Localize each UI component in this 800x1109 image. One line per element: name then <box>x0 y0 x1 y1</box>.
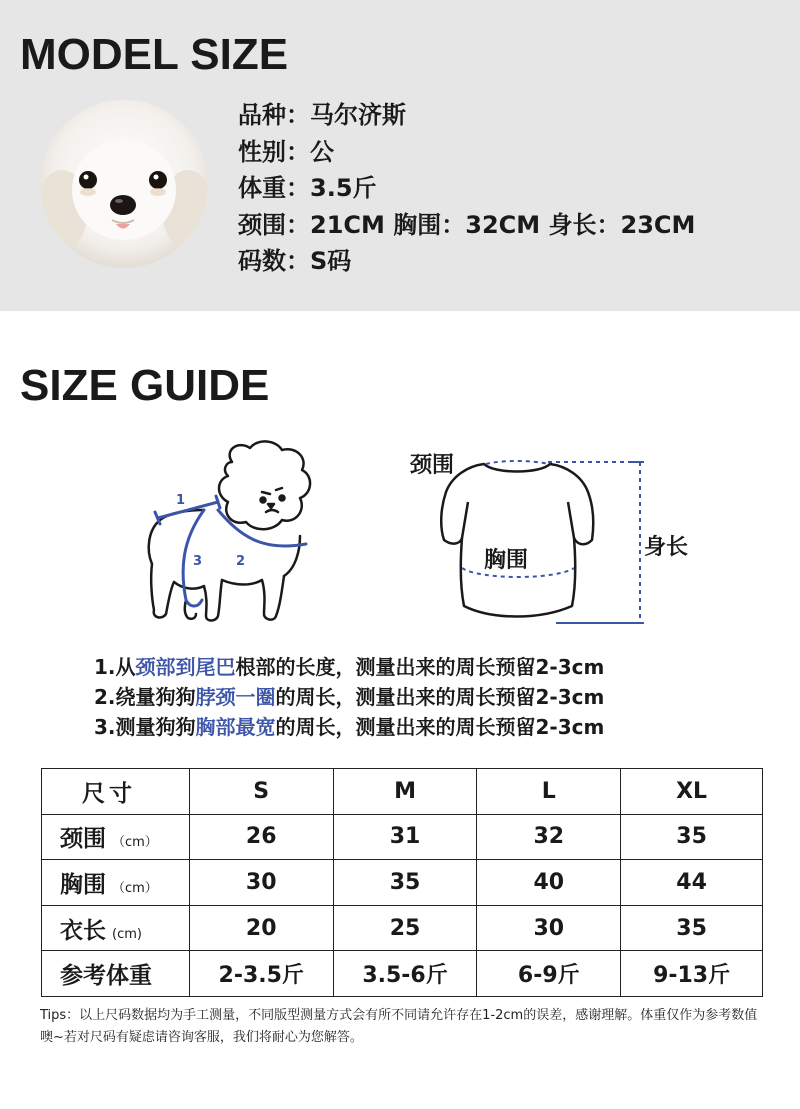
shirt-neck-label: 颈围 <box>410 453 455 478</box>
measurement-notes <box>94 652 604 742</box>
table-header-cell: XL <box>621 769 763 815</box>
table-cell: 2-3.5斤 <box>189 951 333 997</box>
model-info <box>238 97 695 280</box>
maltese-dog-icon <box>40 100 208 268</box>
table-cell: 9-13斤 <box>621 951 763 997</box>
table-cell: 40 <box>477 860 621 906</box>
row-label: 颈围 （cm） <box>42 814 190 860</box>
table-row <box>42 905 763 951</box>
measurement-illustrations <box>0 440 800 640</box>
table-row <box>42 860 763 906</box>
dog-label-2: 2 <box>236 554 246 569</box>
note-3: 3.测量狗狗胸部最宽的周长，测量出来的周长预留2-3cm <box>94 715 605 739</box>
table-cell: 32 <box>477 814 621 860</box>
tshirt-icon <box>441 464 593 617</box>
shirt-chest-label: 胸围 <box>484 548 529 573</box>
model-gender: 性别：公 <box>238 137 334 166</box>
table-header-cell: 尺寸 <box>42 769 190 815</box>
model-measurements: 颈围：21CM 胸围：32CM 身长：23CM <box>238 210 696 239</box>
table-header-cell: M <box>333 769 477 815</box>
size-guide-heading: SIZE GUIDE <box>20 361 270 410</box>
table-cell: 6-9斤 <box>477 951 621 997</box>
measure-line-1 <box>158 502 218 518</box>
table-row <box>42 814 763 860</box>
shirt-length-label: 身长 <box>644 535 689 560</box>
table-cell: 25 <box>333 905 477 951</box>
tips-text: Tips：以上尺码数据均为手工测量，不同版型测量方式会有所不同请允许存在1-2cm的误差，感谢理解。体重仅作为参考数值噢~若对尺码有疑虑请咨询客服，我们将耐心为您解答。 <box>40 1008 758 1045</box>
table-cell: 35 <box>621 814 763 860</box>
note-1: 1.从颈部到尾巴根部的长度，测量出来的周长预留2-3cm <box>94 655 605 679</box>
table-header-row <box>42 769 763 815</box>
table-cell: 35 <box>333 860 477 906</box>
table-cell: 20 <box>189 905 333 951</box>
table-row <box>42 951 763 997</box>
table-cell: 30 <box>189 860 333 906</box>
table-cell: 31 <box>333 814 477 860</box>
model-size-section <box>0 0 800 311</box>
row-label: 衣长 (cm) <box>42 905 190 951</box>
table-cell: 30 <box>477 905 621 951</box>
row-label: 参考体重 <box>42 951 190 997</box>
table-header-cell: S <box>189 769 333 815</box>
table-cell: 3.5-6斤 <box>333 951 477 997</box>
measure-diagram-icon <box>0 440 800 640</box>
table-cell: 26 <box>189 814 333 860</box>
model-breed: 品种：马尔济斯 <box>238 101 406 129</box>
note-2: 2.绕量狗狗脖颈一圈的周长，测量出来的周长预留2-3cm <box>94 685 605 709</box>
row-label: 胸围 （cm） <box>42 860 190 906</box>
model-size-heading: MODEL SIZE <box>20 30 289 79</box>
size-table <box>41 768 763 997</box>
table-header-cell: L <box>477 769 621 815</box>
model-size: 码数：S码 <box>238 247 352 275</box>
neck-dash <box>486 461 548 464</box>
dog-label-1: 1 <box>176 493 186 508</box>
model-weight: 体重：3.5斤 <box>238 174 377 202</box>
table-cell: 35 <box>621 905 763 951</box>
dog-label-3: 3 <box>193 554 203 569</box>
dog-outline-icon <box>149 441 310 620</box>
table-cell: 44 <box>621 860 763 906</box>
dog-photo <box>40 100 208 268</box>
